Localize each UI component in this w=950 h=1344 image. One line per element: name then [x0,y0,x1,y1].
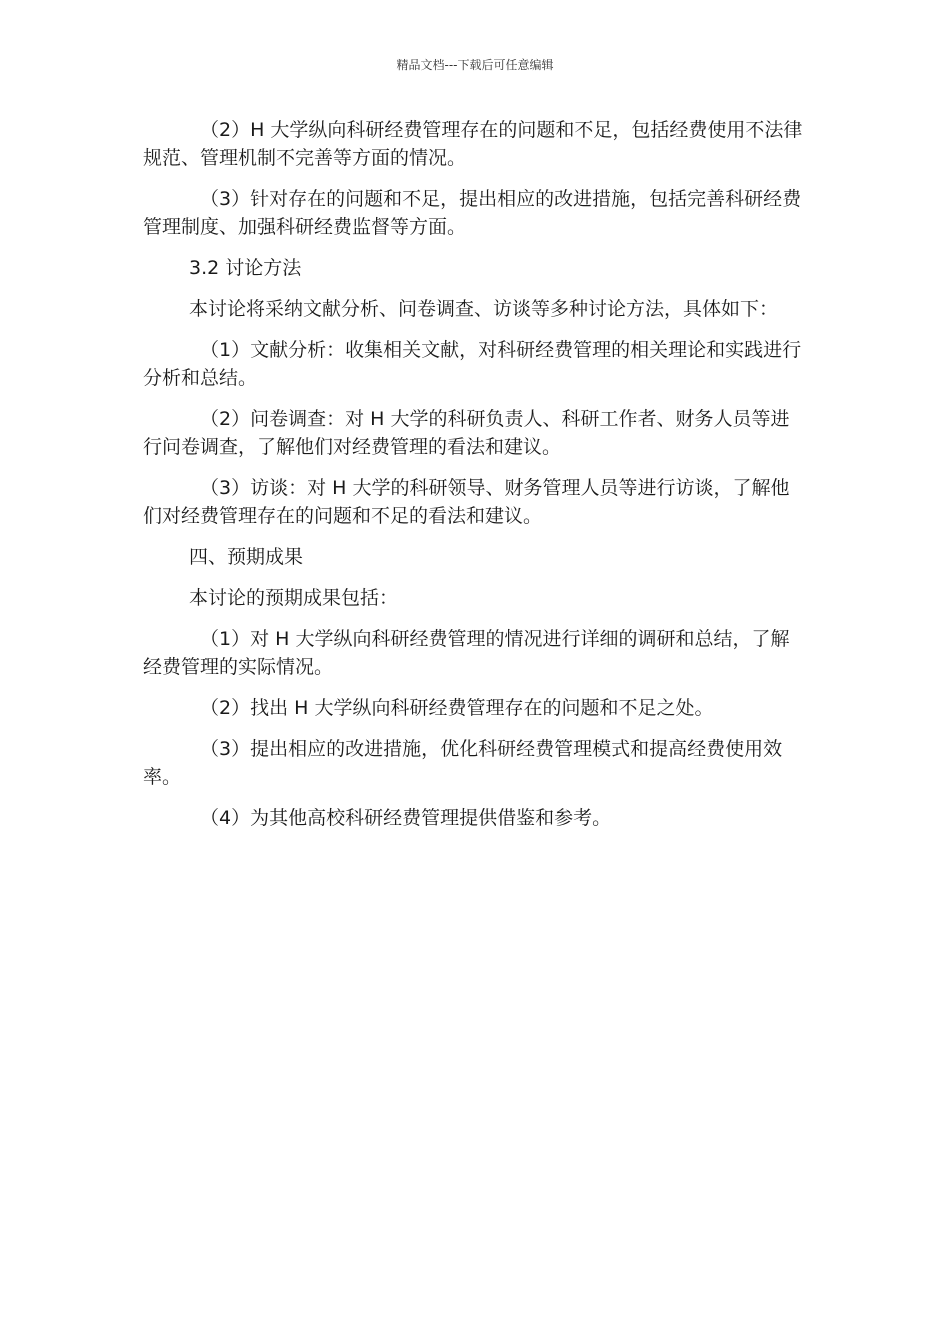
paragraph-improvements: （3）针对存在的问题和不足，提出相应的改进措施，包括完善科研经费管理制度、加强科研经费监督等方面。 [143,188,802,238]
paragraph-outcome-1: （1）对 H 大学纵向科研经费管理的情况进行详细的调研和总结，了解经费管理的实际情况。 [143,628,790,678]
section-heading-methods: 3.2 讨论方法 [189,257,302,279]
document-body [143,116,808,845]
paragraph-methods-intro: 本讨论将采纳文献分析、问卷调查、访谈等多种讨论方法，具体如下： [189,298,779,320]
paragraph-problems: （2）H 大学纵向科研经费管理存在的问题和不足，包括经费使用不法律规范、管理机制不完善等方面的情况。 [143,119,803,169]
paragraph-literature-analysis: （1）文献分析：收集相关文献，对科研经费管理的相关理论和实践进行分析和总结。 [143,339,802,389]
paragraph-outcome-3: （3）提出相应的改进措施，优化科研经费管理模式和提高经费使用效率。 [143,738,783,788]
paragraph-questionnaire: （2）问卷调查：对 H 大学的科研负责人、科研工作者、财务人员等进行问卷调查，了解他们对经费管理的看法和建议。 [143,408,790,458]
paragraph-outcomes-intro: 本讨论的预期成果包括： [189,587,399,609]
section-heading-outcomes: 四、预期成果 [189,546,304,568]
paragraph-outcome-2: （2）找出 H 大学纵向科研经费管理存在的问题和不足之处。 [200,697,714,719]
paragraph-outcome-4: （4）为其他高校科研经费管理提供借鉴和参考。 [200,807,612,829]
page-header: 精品文档---下载后可任意编辑 [396,58,554,72]
paragraph-interview: （3）访谈：对 H 大学的科研领导、财务管理人员等进行访谈，了解他们对经费管理存在的问题和不足的看法和建议。 [143,477,790,527]
